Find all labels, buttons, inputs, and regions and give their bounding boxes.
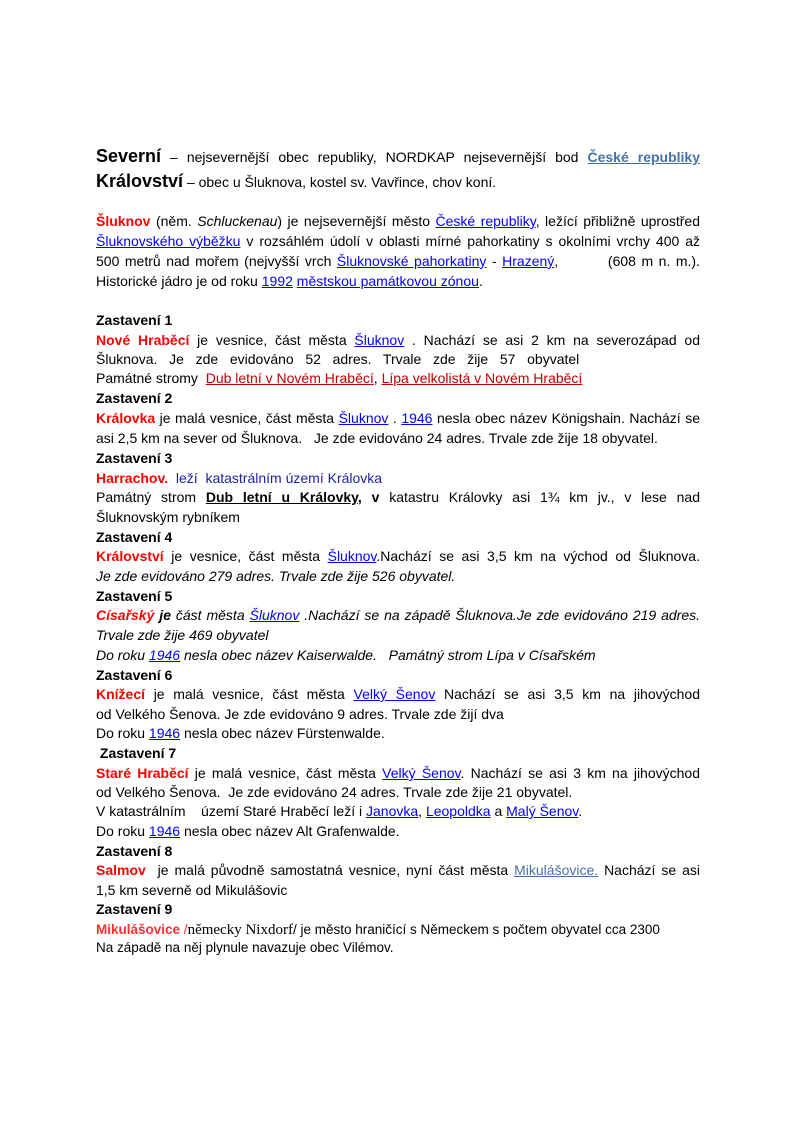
text: .: [388, 410, 402, 426]
text: Památný strom: [96, 489, 206, 505]
text: nesla obec název Fürstenwalde.: [180, 725, 385, 741]
text: ,: [373, 370, 382, 386]
stop8-line-1: [96, 861, 700, 880]
text: ) je nejsevernější město: [277, 213, 436, 229]
link-1992[interactable]: 1992: [261, 273, 293, 289]
link-dub-letni-nove-hrabeci[interactable]: Dub letní v Novém Hraběcí: [205, 370, 374, 386]
stop4-line-2: Je zde evidováno 279 adres. Trvale zde žije 526 obyvatel.: [96, 568, 456, 584]
place-name: Nové Hraběcí: [96, 332, 190, 348]
place-name: Staré Hraběcí: [96, 765, 189, 781]
text: . Nachází se asi 2 km na severozápad od: [404, 332, 700, 348]
link-maly-senov[interactable]: Malý Šenov: [506, 803, 579, 819]
text: je: [154, 607, 171, 623]
place-name: Harrachov.: [96, 470, 169, 486]
link-lipa-velkolista[interactable]: Lípa velkolistá v Novém Hraběcí: [381, 370, 583, 386]
text: Památné stromy: [96, 370, 206, 386]
stop-heading-6: Zastavení 6: [96, 667, 173, 683]
stop7-line-4: [96, 822, 700, 841]
stop5-line-1: [96, 606, 700, 625]
stop5-line-2: Trvale zde žije 469 obyvatel: [96, 627, 269, 643]
stop6-line-3: [96, 724, 700, 743]
text: Historické jádro je od roku: [96, 273, 262, 289]
link-hrazeny[interactable]: Hrazený: [502, 253, 555, 269]
stop5-line-3: [96, 646, 700, 665]
stop-heading-4: Zastavení 4: [96, 529, 173, 545]
text: .: [578, 803, 583, 819]
stop1-line-1: [96, 331, 700, 350]
link-1946[interactable]: 1946: [148, 725, 181, 741]
text: .Nachází se asi 3,5 km na východ od Šluknova.: [376, 548, 700, 564]
text: je vesnice, část města: [163, 548, 328, 564]
link-sluknov[interactable]: Šluknov: [249, 607, 300, 623]
text: ,: [418, 803, 426, 819]
stop2-line-2: asi 2,5 km na sever od Šluknova. Je zde evidováno 24 adres. Trvale zde žije 18 obyvatel.: [96, 430, 658, 446]
stop3-line-3: Šluknovským rybníkem: [96, 509, 240, 525]
place-name: Královka: [96, 410, 156, 426]
text: .Nachází se na západě Šluknova.Je zde evidováno 219 adres.: [299, 607, 700, 623]
text: část města: [170, 607, 250, 623]
link-ceske-republiky-2[interactable]: České republiky: [435, 213, 536, 229]
link-sluknov[interactable]: Šluknov: [327, 548, 377, 564]
text: nesla obec název Alt Grafenwalde.: [180, 823, 400, 839]
text: je malá vesnice, část města: [188, 765, 383, 781]
link-1946[interactable]: 1946: [148, 647, 181, 663]
place-name: Salmov: [96, 862, 146, 878]
stop7-line-2: od Velkého Šenova. Je zde evidováno 24 adres. Trvale zde žije 21 obyvatel.: [96, 784, 573, 800]
stop-heading-8: Zastavení 8: [96, 843, 173, 859]
text: / je město hraničící s Německem s počtem obyvatel cca 2300: [292, 922, 660, 937]
stop3-line-1: [96, 469, 700, 488]
link-leopoldka[interactable]: Leopoldka: [425, 803, 491, 819]
stop1-line-2: Šluknova. Je zde evidováno 52 adres. Trvale zde žije 57 obyvatel: [96, 351, 580, 367]
link-dub-letni-u-kralovky[interactable]: Dub letní u Královky: [205, 489, 358, 505]
intro-line-1: [96, 212, 700, 231]
stop-heading-1: Zastavení 1: [96, 312, 173, 328]
header-title-kralovstvi: Království: [96, 171, 184, 191]
stop-heading-5: Zastavení 5: [96, 588, 173, 604]
stop-heading-2: Zastavení 2: [96, 390, 173, 406]
stop1-line-3: [96, 369, 700, 388]
link-sluknov[interactable]: Šluknov: [338, 410, 389, 426]
text: je malá vesnice, část města: [145, 686, 354, 702]
stop-heading-7: Zastavení 7: [96, 745, 177, 761]
stop7-line-1: [96, 764, 700, 783]
stop9-line-2: Na západě na něj plynule navazuje obec Vilémov.: [96, 940, 394, 955]
german-name: Schluckenau: [197, 213, 278, 229]
text: -: [486, 253, 503, 269]
text: Do roku: [96, 823, 149, 839]
intro-line-3: [96, 252, 700, 271]
text: nesla obec název Königshain. Nachází se: [432, 410, 700, 426]
text: je malá původně samostatná vesnice, nyní část města: [145, 862, 515, 878]
link-sluknovska-pahorkatina[interactable]: Šluknovské pahorkatiny: [336, 253, 487, 269]
text: , v: [357, 489, 380, 505]
text: a: [490, 803, 507, 819]
stop7-line-3: [96, 802, 700, 821]
text: je malá vesnice, část města: [155, 410, 339, 426]
link-ceske-republiky[interactable]: České republiky: [587, 149, 700, 165]
text: , (608 m n. m.).: [554, 253, 700, 269]
text: 500 metrů nad mořem (nejvyšší vrch: [96, 253, 337, 269]
text: v rozsáhlém údolí v oblasti mírné pahorkatiny s okolními vrchy 400 až: [240, 233, 700, 249]
german-name: německy Nixdorf: [187, 922, 293, 938]
link-1946[interactable]: 1946: [148, 823, 181, 839]
header-line-1: [96, 147, 700, 167]
text: .: [478, 273, 483, 289]
stop-heading-3: Zastavení 3: [96, 450, 173, 466]
place-name-sluknov: Šluknov: [96, 213, 151, 229]
text: Nachází se asi 3,5 km na jihovýchod: [435, 686, 700, 702]
stop2-line-1: [96, 409, 700, 428]
stop6-line-2: od Velkého Šenova. Je zde evidováno 9 adres. Trvale zde žijí dva: [96, 706, 504, 722]
stop9-line-1: [96, 920, 700, 940]
stop4-line-1: [96, 547, 700, 566]
header-text: – obec u Šluknova, kostel sv. Vavřince, chov koní.: [183, 174, 497, 190]
text: Do roku: [96, 725, 149, 741]
header-title-severni: Severní: [96, 146, 162, 166]
header-text: – nejsevernější obec republiky, NORDKAP nejsevernější bod: [161, 149, 588, 165]
text: nesla obec název Kaiserwalde. Památný strom Lípa v Císařském: [180, 647, 596, 663]
text: Nachází se asi: [598, 862, 700, 878]
place-name: Mikulášovice: [96, 922, 181, 937]
text: leží katastrálním území Královka: [168, 470, 383, 486]
text: Do roku: [96, 647, 149, 663]
text: , ležící přibližně uprostřed: [535, 213, 700, 229]
stop-heading-9: Zastavení 9: [96, 901, 173, 917]
place-name: Císařský: [96, 607, 155, 623]
text: je vesnice, část města: [189, 332, 355, 348]
link-mestska-pamatkova-zona[interactable]: městskou památkovou zónou: [296, 273, 479, 289]
place-name: Knížecí: [96, 686, 146, 702]
link-velky-senov[interactable]: Velký Šenov: [353, 686, 436, 702]
link-sluknov[interactable]: Šluknov: [354, 332, 405, 348]
text: katastru Královky asi 1¾ km jv., v lese nad: [379, 489, 701, 505]
stop8-line-2: 1,5 km severně od Mikulášovic: [96, 882, 288, 898]
link-sluknovsky-vybezek[interactable]: Šluknovského výběžku: [96, 233, 241, 249]
text: (něm.: [150, 213, 198, 229]
link-velky-senov[interactable]: Velký Šenov: [382, 765, 461, 781]
link-1946[interactable]: 1946: [401, 410, 433, 426]
text: V katastrálním území Staré Hraběcí leží i: [96, 803, 366, 819]
text: . Nachází se asi 3 km na jihovýchod: [460, 765, 700, 781]
intro-line-2: [96, 232, 700, 251]
header-line-2: [96, 172, 700, 192]
stop6-line-1: [96, 685, 700, 704]
link-mikulasovice[interactable]: Mikulášovice.: [514, 862, 599, 878]
link-janovka[interactable]: Janovka: [366, 803, 419, 819]
text: /: [180, 922, 188, 937]
intro-line-4: [96, 272, 700, 291]
stop3-line-2: [96, 488, 700, 507]
place-name: Království: [96, 548, 164, 564]
